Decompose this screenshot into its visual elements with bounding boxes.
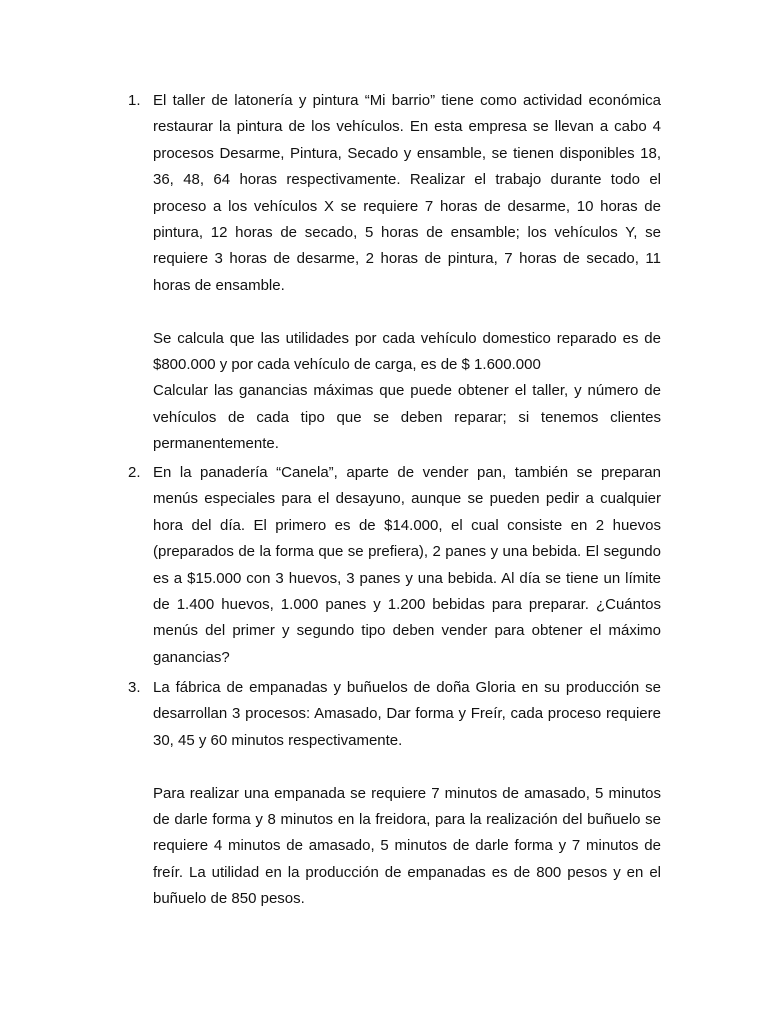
paragraph: Calcular las ganancias máximas que puede obtener el taller, y número de vehículos de cada tipo que se deben reparar; si tenemos clientes permanentemente. [153, 382, 661, 453]
paragraph: El taller de latonería y pintura “Mi barrio” tiene como actividad económica restaurar la pintura de los vehículos. En esta empresa se llevan a cabo 4 procesos Desarme, Pintura, Secado y ensamble, se tienen disponibles 18, 36, 48, 64 horas respectivamente. Realizar el trabajo durante todo el proceso a los vehículos X se requiere 7 horas de desarme, 10 horas de pintura, 12 horas de secado, 5 horas de ensamble; los vehículos Y, se requiere 3 horas de desarme, 2 horas de pintura, 7 horas de secado, 11 horas de ensamble. [153, 92, 661, 294]
problem-3 [128, 675, 661, 913]
problem-number: 2. [128, 464, 141, 481]
problem-body [153, 675, 661, 913]
problem-2 [128, 460, 661, 671]
problem-body [153, 460, 661, 671]
problem-body [153, 88, 661, 458]
problem-number: 1. [128, 92, 141, 109]
paragraph: La fábrica de empanadas y buñuelos de doña Gloria en su producción se desarrollan 3 procesos: Amasado, Dar forma y Freír, cada proceso requiere 30, 45 y 60 minutos respectivamente. [153, 679, 661, 749]
paragraph: En la panadería “Canela”, aparte de vender pan, también se preparan menús especiales para el desayuno, aunque se pueden pedir a cualquier hora del día. El primero es de $14.000, el cual consiste en 2 huevos (preparados de la forma que se prefiera), 2 panes y una bebida. El segundo es a $15.000 con 3 huevos, 3 panes y una bebida. Al día se tiene un límite de 1.400 huevos, 1.000 panes y 1.200 bebidas para preparar. ¿Cuántos menús del primer y segundo tipo deben vender para obtener el máximo ganancias? [153, 464, 661, 666]
paragraph: Para realizar una empanada se requiere 7 minutos de amasado, 5 minutos de darle forma y 8 minutos en la freidora, para la realización del buñuelo se requiere 4 minutos de amasado, 5 minutos de darle forma y 7 minutos de freír. La utilidad en la producción de empanadas es de 800 pesos y en el buñuelo de 850 pesos. [153, 784, 661, 908]
paragraph: Se calcula que las utilidades por cada vehículo domestico reparado es de $800.000 y por cada vehículo de carga, es de $ 1.600.000 [153, 329, 661, 374]
problem-number: 3. [128, 679, 141, 696]
problem-1 [128, 88, 661, 458]
